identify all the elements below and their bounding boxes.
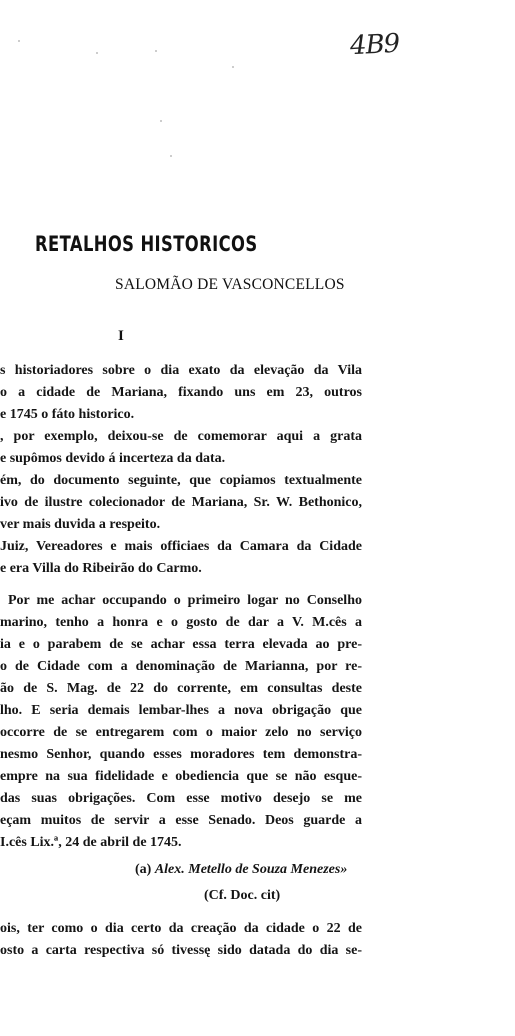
signature-line xyxy=(135,862,347,878)
paragraph-2 xyxy=(0,426,362,470)
text-line: Juiz, Vereadores e mais officiaes da Camara da Cidade xyxy=(0,539,362,554)
text-line: empre na sua fidelidade e obediencia que se não esque- xyxy=(0,769,362,784)
text-line: occorre de se entregarem com o maior zelo no serviço xyxy=(0,725,362,740)
paragraph-3 xyxy=(0,470,362,536)
text-line: ver mais duvida a respeito. xyxy=(0,517,161,532)
text-line: I.cês Lix.ª, 24 de abril de 1745. xyxy=(0,835,182,850)
scan-speck xyxy=(18,40,20,42)
text-line: eçam muitos de servir a esse Senado. Deos guarde a xyxy=(0,813,362,828)
text-line: e supômos devido á incerteza da data. xyxy=(0,451,226,466)
scan-speck xyxy=(155,50,157,52)
signature-prefix: (a) xyxy=(135,862,155,877)
text-line: ém, do documento seguinte, que copiamos textualmente xyxy=(0,473,362,488)
page-number: 4B9 xyxy=(349,28,400,62)
scan-speck xyxy=(160,120,162,122)
text-line: Por me achar occupando o primeiro logar no Conselho xyxy=(8,593,362,608)
paragraph-4 xyxy=(0,536,362,580)
scan-speck xyxy=(170,155,172,157)
text-line: ão de S. Mag. de 22 do corrente, em consultas deste xyxy=(0,681,362,696)
scan-speck xyxy=(232,66,234,68)
text-line: e 1745 o fáto historico. xyxy=(0,407,135,422)
paragraph-5 xyxy=(0,590,362,854)
text-line: marino, tenho a honra e o gosto de dar a V. M.cês a xyxy=(0,615,362,630)
author-name: SALOMÃO DE VASCONCELLOS xyxy=(115,276,345,293)
text-line: osto a carta respectiva só tivessę sido datada do dia se- xyxy=(0,943,362,958)
text-line: o de Cidade com a denominação de Marianna, por re- xyxy=(0,659,362,674)
article-title: RETALHOS HISTORICOS xyxy=(35,232,258,256)
section-number: I xyxy=(118,328,124,344)
citation: (Cf. Doc. cit) xyxy=(204,888,281,903)
scan-speck xyxy=(96,52,98,54)
text-line: e era Villa do Ribeirão do Carmo. xyxy=(0,561,202,576)
text-line: ia e o parabem de se achar essa terra elevada ao pre- xyxy=(0,637,362,652)
paragraph-6 xyxy=(0,918,362,962)
text-line: ivo de ilustre colecionador de Mariana, Sr. W. Bethonico, xyxy=(0,495,362,510)
text-line: o a cidade de Mariana, fixando uns em 23, outros xyxy=(0,385,362,400)
paragraph-1 xyxy=(0,360,362,426)
text-line: s historiadores sobre o dia exato da elevação da Vila xyxy=(0,363,362,378)
text-line: lho. E seria demais lembar-lhes a nova obrigação que xyxy=(0,703,362,718)
text-line: ois, ter como o dia certo da creação da cidade o 22 de xyxy=(0,921,362,936)
text-line: nesmo Senhor, quando esses moradores tem demonstra- xyxy=(0,747,362,762)
signature-name: Alex. Metello de Souza Menezes» xyxy=(154,862,348,877)
text-line: , por exemplo, deixou-se de comemorar aqui a grata xyxy=(0,429,362,444)
text-line: das suas obrigações. Com esse motivo desejo se me xyxy=(0,791,362,806)
